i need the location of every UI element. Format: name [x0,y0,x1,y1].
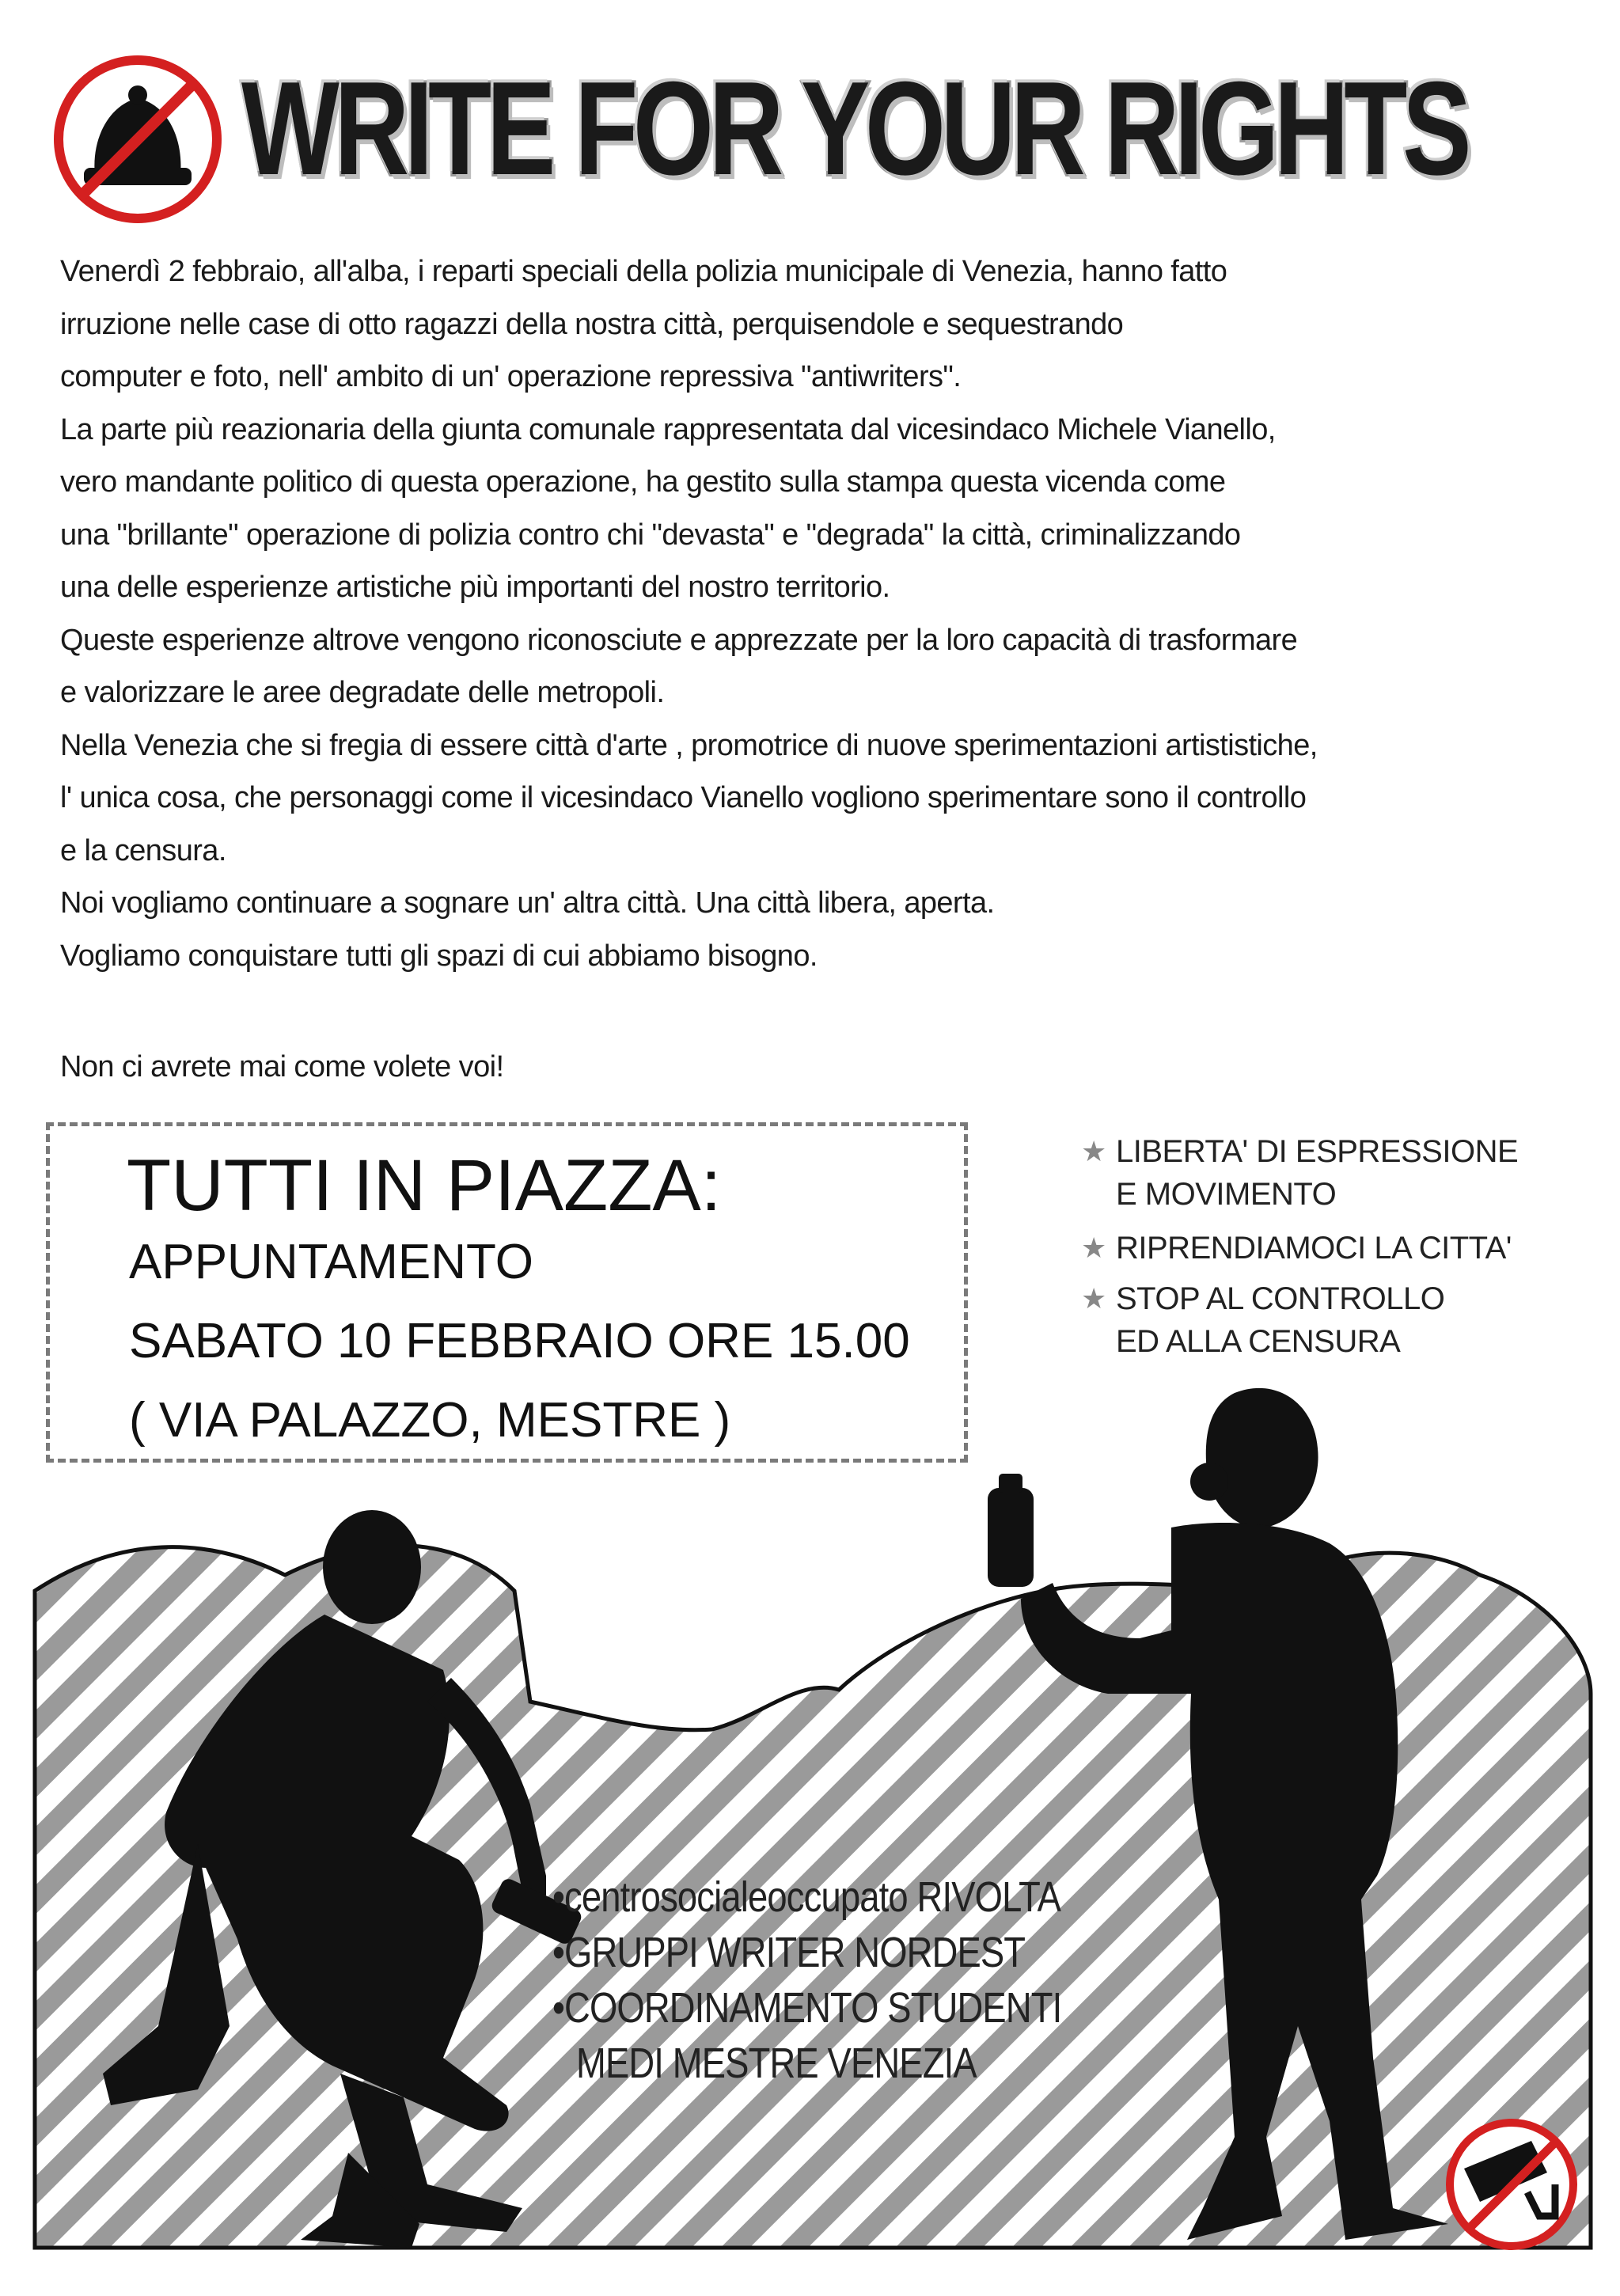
slogan-3a: STOP AL CONTROLLO [1116,1281,1445,1316]
body-line: Venerdì 2 febbraio, all'alba, i reparti speciali della polizia municipale di Venezia, hanno fatto [60,255,1227,288]
star-icon: ★ [1081,1231,1107,1264]
event-appointment: APPUNTAMENTO [129,1235,533,1289]
organizer-4: MEDI MESTRE VENEZIA [576,2040,977,2087]
event-headline: TUTTI IN PIAZZA: [127,1145,722,1226]
organizer-3: •COORDINAMENTO STUDENTI [552,1984,1062,2032]
event-date: SABATO 10 FEBBRAIO ORE 15.00 [129,1314,910,1368]
body-line: Vogliamo conquistare tutti gli spazi di cui abbiamo bisogno. [60,939,818,973]
body-line: una delle esperienze artistiche più importanti del nostro territorio. [60,571,890,604]
star-icon: ★ [1081,1135,1107,1167]
body-line: e valorizzare le aree degradate delle metropoli. [60,676,665,709]
slogan-1b: E MOVIMENTO [1116,1177,1337,1212]
body-line: La parte più reazionaria della giunta comunale rappresentata dal vicesindaco Michele Vianello, [60,412,1276,446]
body-line: vero mandante politico di questa operazione, ha gestito sulla stampa questa vicenda come [60,465,1226,499]
body-line: Queste esperienze altrove vengono riconosciute e apprezzate per la loro capacità di trasformare [60,623,1298,657]
body-line: Nella Venezia che si fregia di essere città d'arte , promotrice di nuove sperimentazioni artististiche, [60,728,1318,762]
no-camera-icon [1450,2123,1573,2246]
body-line: computer e foto, nell' ambito di un' operazione repressiva "antiwriters". [60,360,962,393]
body-line: una "brillante" operazione di polizia contro chi "devasta" e "degrada" la città, criminalizzando [60,518,1241,552]
slogan-2: RIPRENDIAMOCI LA CITTA' [1116,1231,1512,1266]
closing-line: Non ci avrete mai come volete voi! [60,1050,504,1083]
slogan-3b: ED ALLA CENSURA [1116,1324,1401,1359]
slogan-1a: LIBERTA' DI ESPRESSIONE [1116,1134,1519,1169]
body-line: irruzione nelle case di otto ragazzi della nostra città, perquisendole e sequestrando [60,307,1124,341]
organizer-1: •centrosocialeoccupato RIVOLTA [552,1873,1061,1921]
body-line: l' unica cosa, che personaggi come il vicesindaco Vianello vogliono sperimentare sono il controllo [60,781,1307,814]
star-icon: ★ [1081,1282,1107,1315]
event-location: ( VIA PALAZZO, MESTRE ) [129,1393,731,1448]
body-line: Noi vogliamo continuare a sognare un' altra città. Una città libera, aperta. [60,886,995,920]
body-line: e la censura. [60,833,226,867]
organizer-2: •GRUPPI WRITER NORDEST [552,1929,1026,1976]
page-title: WRITE FOR YOUR RIGHTS [241,54,1467,203]
